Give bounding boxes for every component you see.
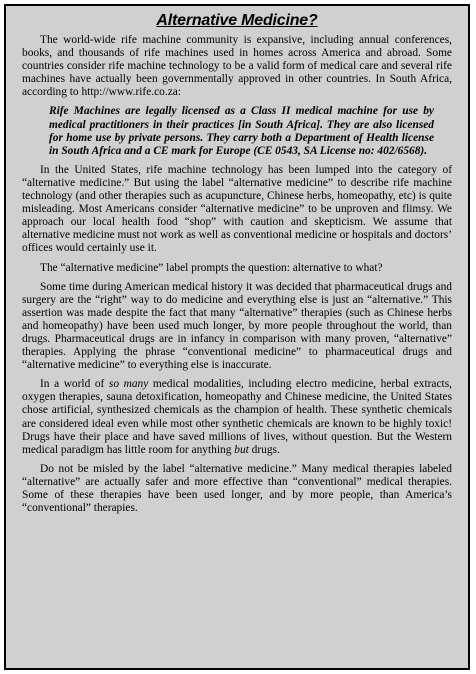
article-title: Alternative Medicine? xyxy=(156,12,318,29)
paragraph-united-states: In the United States, rife machine technology has been lumped into the category of “alternative medicine.” But using the label “alternative medicine” to describe rife machine technology (and other therapies such as acupuncture, Chinese herbs, homeopathy, etc) is quite misleading. Most Americans consider “alternative medicine” to be unproven and flimsy. We approach our local health food “shop” with caution and skepticism. We assume that alternative medicine must not work as well as conventional medicine or hospitals and doctors’ offices would certainly use it. xyxy=(22,163,452,255)
modalities-text-c: drugs. xyxy=(248,443,280,456)
modalities-emphasis-but: but xyxy=(234,443,249,456)
modalities-text-a: In a world of xyxy=(40,378,109,391)
modalities-emphasis-so-many: so many xyxy=(108,378,149,391)
paragraph-question: The “alternative medicine” label prompts the question: alternative to what? xyxy=(40,261,383,274)
modalities-text-b: medical modalities, including electro medicine, herbal extracts, oxygen therapies, sauna detoxification, homeopathy and Chinese medicine, the United States chose artificial, synthesized chemicals as the champion of health. These synthetic chemicals are considered ideal even while most other synthetic chemicals are known to be highly toxic! Drugs have their place and have saved millions of lives, without question. But the Western medical paradigm has little room for anything xyxy=(22,378,452,456)
paragraph-conclusion: Do not be misled by the label “alternative medicine.” Many medical therapies labeled “alternative” are actually safer and more effective than “conventional” medical therapies. Some of these therapies have been used longer, and by more people, than America’s “conventional” therapies. xyxy=(22,462,452,515)
paragraph-modalities xyxy=(22,378,452,457)
article-body xyxy=(22,6,452,521)
article-box xyxy=(4,4,470,670)
paragraph-history: Some time during American medical history it was decided that pharmaceutical drugs and surgery are the “right” way to do medicine and everything else is just an “alternative.” This assertion was made despite the fact that many “alternative” therapies (such as Chinese herbs and homeopathy) have been used much longer, by more people throughout the world, than drugs. Pharmaceutical drugs are in infancy in comparison with many proven, “alternative” therapies. Applying the phrase “conventional medicine” to pharmaceutical drugs and “alternative medicine” to everything else is inaccurate. xyxy=(22,280,452,372)
license-quote: Rife Machines are legally licensed as a Class II medical machine for use by medical practitioners in their practices [in South Africa]. They are also licensed for home use by private persons. They carry both a Department of Health license in South Africa and a CE mark for Europe (CE 0543, SA License no: 402/6568). xyxy=(49,105,434,157)
paragraph-intro: The world-wide rife machine community is expansive, including annual conferences, books, and thousands of rife machines used in homes across America and abroad. Some countries consider rife machine technology to be a valid form of medical care and several rife machines have actually been governmentally approved in other countries. In South Africa, according to http://www.rife.co.za: xyxy=(22,34,452,99)
